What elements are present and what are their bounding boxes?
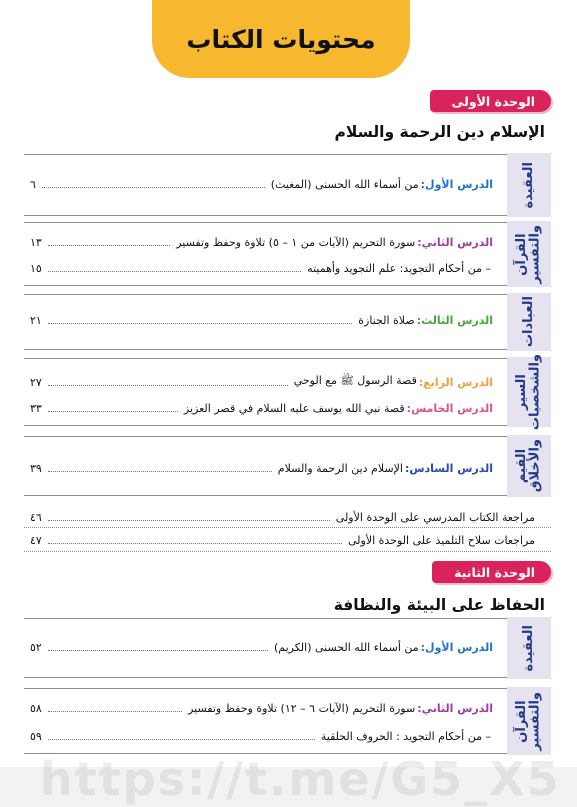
leader-dots	[48, 323, 352, 324]
section-tab	[507, 353, 551, 431]
toc-row[interactable]	[30, 258, 493, 278]
title-banner	[152, 0, 410, 78]
lesson-title: من أسماء الله الحسنى (الكريم)	[273, 640, 419, 654]
lesson-title: قصة الرسول ﷺ مع الوحي	[293, 374, 417, 387]
page-number: ٣٣	[30, 401, 42, 415]
lesson-title: الإسلام دين الرحمة والسلام	[277, 461, 403, 475]
page-number: ٥٩	[30, 729, 42, 743]
section-tab	[507, 221, 551, 287]
leader-dots	[48, 385, 288, 386]
toc-row[interactable]	[30, 372, 493, 392]
section-aqeedah-2	[24, 618, 551, 678]
lesson-title: قصة نبي الله يوسف عليه السلام في قصر العزيز	[183, 401, 405, 415]
review-title: مراجعات سلاح التلميذ على الوحدة الأولى	[348, 533, 535, 547]
review-row[interactable]	[30, 530, 537, 550]
page-number: ٤٧	[30, 533, 42, 547]
section-tab	[507, 293, 551, 351]
section-tab-label: السير والشخصيات	[514, 353, 543, 431]
section-quran-2	[24, 688, 551, 754]
section-tab-label: القيم والأخلاق	[514, 439, 543, 493]
leader-dots	[48, 739, 315, 740]
section-values	[24, 436, 551, 496]
review-row[interactable]	[30, 507, 537, 527]
unit-1-badge	[430, 90, 551, 112]
lesson-title: – من أحكام التجويد: علم التجويد وأهميته	[307, 261, 491, 275]
leader-dots	[48, 411, 178, 412]
lesson-label: الدرس الأول:	[420, 177, 493, 191]
section-quran	[24, 222, 551, 286]
section-tab	[507, 687, 551, 755]
lesson-title: سورة التحريم (الآيات ٦ – ١٢) تلاوة وحفظ وتفسير	[188, 701, 416, 715]
leader-dots	[48, 271, 301, 272]
lesson-title: صلاة الجنازة	[358, 313, 415, 327]
lesson-title: سورة التحريم (الآيات من ١ – ٥) تلاوة وحفظ وتفسير	[176, 235, 416, 249]
leader-dots	[48, 543, 342, 544]
page-number: ٥٨	[30, 701, 42, 715]
page-number: ٥٢	[30, 640, 42, 654]
unit-1-badge-label: الوحدة الأولى	[451, 93, 535, 109]
page-number: ١٣	[30, 235, 42, 249]
section-tab	[507, 435, 551, 497]
page-number: ٢١	[30, 313, 42, 327]
section-tab-label: القرآن والتفسير	[514, 224, 543, 284]
toc-row[interactable]	[30, 637, 493, 657]
toc-row[interactable]	[30, 726, 493, 746]
leader-dots	[48, 650, 268, 651]
page-number: ٦	[30, 177, 36, 191]
section-seerah	[24, 353, 551, 431]
separator	[24, 551, 551, 552]
section-tab-label: العقيدة	[521, 624, 537, 672]
toc-row[interactable]	[30, 310, 493, 330]
leader-dots	[42, 187, 265, 188]
page-title: محتويات الكتاب	[186, 24, 376, 54]
lesson-label: الدرس الرابع:	[418, 375, 493, 389]
section-ibadat	[24, 294, 551, 350]
unit-2-badge-label: الوحدة الثانية	[454, 564, 535, 580]
section-aqeedah	[24, 154, 551, 216]
page-number: ٣٩	[30, 461, 42, 475]
section-tab-label: القرآن والتفسير	[514, 691, 543, 751]
leader-dots	[48, 520, 330, 521]
separator	[24, 527, 551, 528]
lesson-label: الدرس السادس:	[404, 461, 493, 475]
lesson-label: الدرس الخامس:	[406, 401, 493, 415]
review-title: مراجعة الكتاب المدرسي على الوحدة الأولى	[335, 510, 535, 524]
lesson-label: الدرس الثاني:	[417, 701, 493, 715]
leader-dots	[48, 471, 272, 472]
leader-dots	[48, 245, 170, 246]
unit-2-badge	[432, 561, 551, 583]
toc-row[interactable]	[30, 174, 493, 194]
lesson-label: الدرس الأول:	[420, 640, 493, 654]
page-number: ٤٦	[30, 510, 42, 524]
lesson-label: الدرس الثاني:	[417, 235, 493, 249]
section-tab-label: العبادات	[521, 296, 537, 348]
section-tab	[507, 153, 551, 217]
unit-2-title: الحفاظ على البيئة والنظافة	[333, 596, 545, 614]
toc-row[interactable]	[30, 398, 493, 418]
watermark: https://t.me/G5_X5	[40, 752, 561, 806]
toc-row[interactable]	[30, 698, 493, 718]
lesson-title: – من أحكام التجويد : الحروف الحلقية	[320, 729, 491, 743]
section-tab-label: العقيدة	[521, 161, 537, 209]
page-number: ٢٧	[30, 375, 42, 389]
section-tab	[507, 617, 551, 679]
lesson-label: الدرس الثالث:	[416, 313, 493, 327]
leader-dots	[48, 711, 182, 712]
toc-row[interactable]	[30, 232, 493, 252]
lesson-title: من أسماء الله الحسنى (المغيث)	[270, 177, 419, 191]
toc-row[interactable]	[30, 458, 493, 478]
page-number: ١٥	[30, 261, 42, 275]
unit-1-title: الإسلام دين الرحمة والسلام	[334, 123, 545, 141]
